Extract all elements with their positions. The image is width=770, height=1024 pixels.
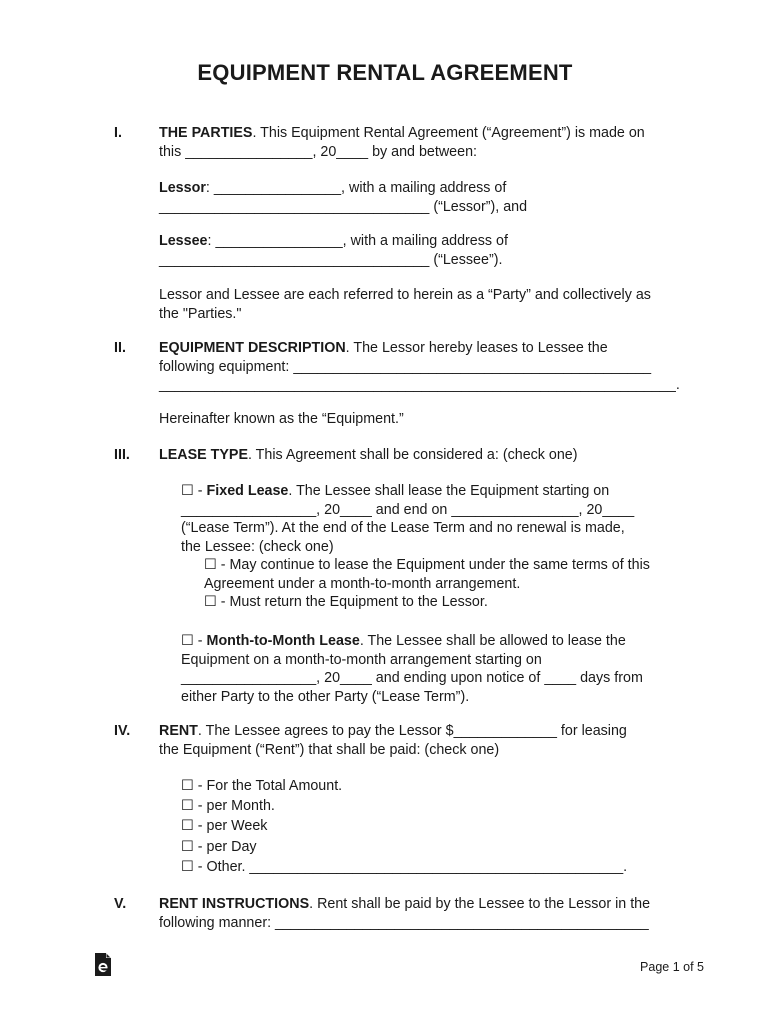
equipment-line1: . The Lessor hereby leases to Lessee the <box>345 340 608 356</box>
parties-line1: . This Equipment Rental Agreement (“Agreement”) is made on <box>252 125 645 141</box>
fixed-line3: (“Lease Term”). At the end of the Lease Term and no renewal is made, <box>181 520 625 536</box>
section-number-lease-type: III. <box>114 447 130 463</box>
lessor-label: Lessor <box>159 180 206 196</box>
rent-heading: RENT <box>159 723 198 739</box>
lease-type-intro <box>159 446 578 465</box>
fixed-lease-checkbox[interactable]: ☐ - <box>181 483 207 499</box>
rent-option-total[interactable]: ☐ - For the Total Amount. <box>181 778 343 794</box>
fixed-option-continue-line2: Agreement under a month-to-month arrangement. <box>204 575 521 592</box>
fixed-line4: the Lessee: (check one) <box>181 538 334 555</box>
lessor-block <box>159 179 527 216</box>
equipment-heading: EQUIPMENT DESCRIPTION <box>159 340 346 356</box>
collective-line1: Lessor and Lessee are each referred to herein as a “Party” and collectively as <box>159 287 651 303</box>
mtm-line3: _________________, 20____ and ending upon notice of ____ days from <box>181 670 643 686</box>
page-number: Page 1 of 5 <box>640 960 704 974</box>
rent-block <box>159 722 627 759</box>
collective-line2: the "Parties." <box>159 305 242 322</box>
fixed-options <box>204 556 650 612</box>
document-title: EQUIPMENT RENTAL AGREEMENT <box>197 60 573 85</box>
lease-type-line1: . This Agreement shall be considered a: (check one) <box>247 447 578 463</box>
section-number-equipment: II. <box>114 340 126 356</box>
rent-instructions-heading: RENT INSTRUCTIONS <box>159 896 310 912</box>
rent-instructions-line1: . Rent shall be paid by the Lessee to the Lessor in the <box>309 896 651 912</box>
equipment-line3: _________________________________________________________________. <box>159 377 680 393</box>
rent-option-other[interactable]: ☐ - Other. _______________________________________________. <box>181 858 628 875</box>
rent-instructions-line2: following manner: _______________________________________________ <box>159 914 649 931</box>
lease-type-heading: LEASE TYPE <box>159 447 248 463</box>
parties-heading: THE PARTIES <box>159 125 253 141</box>
mtm-line1: . The Lessee shall be allowed to lease the <box>359 633 626 649</box>
mtm-line4: either Party to the other Party (“Lease Term”). <box>181 688 470 705</box>
rent-option-month[interactable]: ☐ - per Month. <box>181 798 275 815</box>
lessee-line2: __________________________________ (“Lessee”). <box>159 251 503 268</box>
rent-line1: . The Lessee agrees to pay the Lessor $_____________ for leasing <box>197 723 627 739</box>
collective-definition <box>159 286 651 323</box>
lessor-line2: __________________________________ (“Lessor”), and <box>159 198 528 215</box>
lessor-line1: : ________________, with a mailing address of <box>205 180 507 196</box>
fixed-line2: _________________, 20____ and end on ________________, 20____ <box>181 501 635 518</box>
equipment-line2: following equipment: _____________________________________________ <box>159 358 652 375</box>
fixed-lease-label: Fixed Lease <box>206 483 289 499</box>
rent-option-day[interactable]: ☐ - per Day <box>181 838 257 855</box>
section-number-rent: IV. <box>114 723 131 739</box>
fixed-option-continue[interactable]: ☐ - May continue to lease the Equipment under the same terms of this <box>204 557 650 573</box>
month-to-month-label: Month-to-Month Lease <box>206 633 360 649</box>
mtm-line2: Equipment on a month-to-month arrangement starting on <box>181 651 542 668</box>
equipment-block <box>159 339 680 395</box>
rent-line2: the Equipment (“Rent”) that shall be paid: (check one) <box>159 741 500 758</box>
fixed-lease-block <box>181 482 634 556</box>
section-number-rent-instructions: V. <box>114 896 127 912</box>
equipment-known-as: Hereinafter known as the “Equipment.” <box>159 411 404 427</box>
eforms-logo-icon <box>94 953 112 977</box>
fixed-option-return[interactable]: ☐ - Must return the Equipment to the Lessor. <box>204 594 488 610</box>
parties-line2: this ________________, 20____ by and between: <box>159 143 477 160</box>
section-number-parties: I. <box>114 125 122 141</box>
parties-intro <box>159 124 645 161</box>
lessee-line1: : ________________, with a mailing address of <box>207 233 508 249</box>
month-to-month-block <box>181 632 643 706</box>
rent-instructions-block <box>159 895 650 932</box>
lessee-label: Lessee <box>159 233 208 249</box>
rent-option-week[interactable]: ☐ - per Week <box>181 818 268 835</box>
month-to-month-checkbox[interactable]: ☐ - <box>181 633 207 649</box>
fixed-line1: . The Lessee shall lease the Equipment starting on <box>288 483 610 499</box>
lessee-block <box>159 232 508 269</box>
rent-options <box>181 776 627 877</box>
